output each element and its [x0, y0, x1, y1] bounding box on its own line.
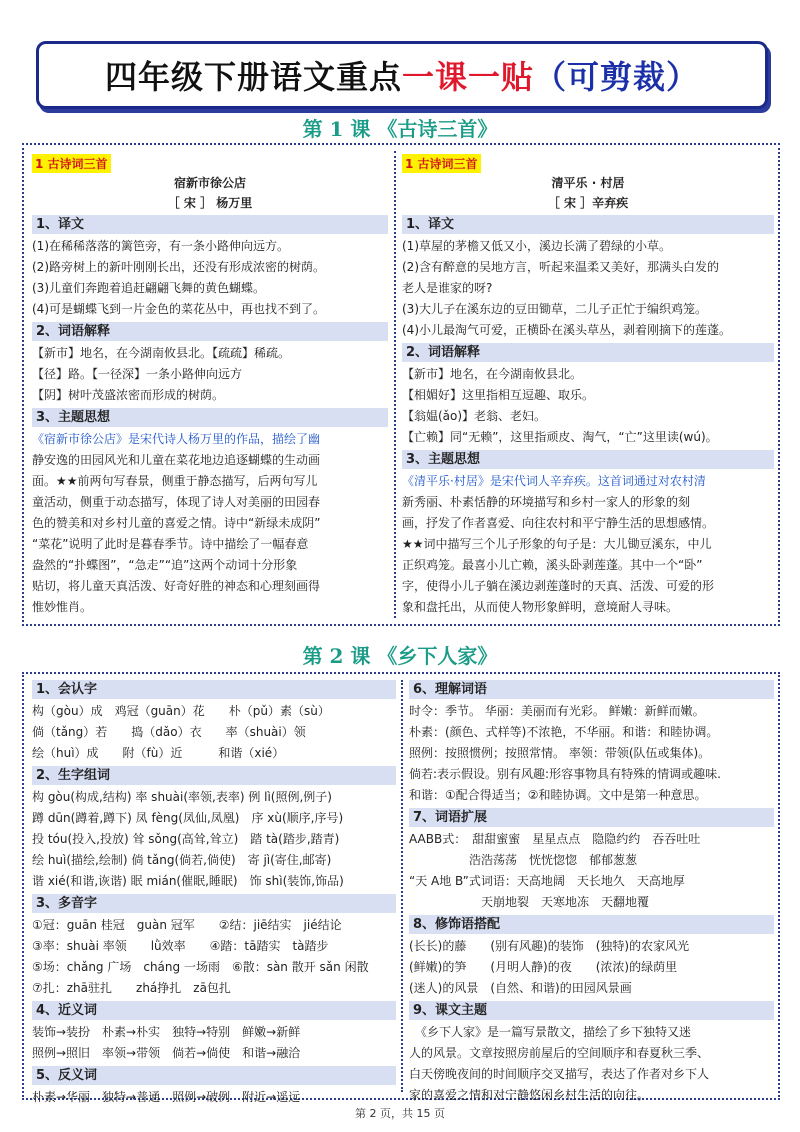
lesson1-box [22, 143, 780, 626]
text-line: “菜花”说明了此时是暮春季节。诗中描绘了一幅春意 [32, 537, 309, 551]
text-line: 家的喜爱之情和对宁静悠闲乡村生活的向往。 [409, 1088, 650, 1102]
text-line: (迷人)的风景 (自然、和谐)的田园风景画 [409, 981, 632, 995]
text-line: (鲜嫩)的笋 (月明人静)的夜 (浓浓)的绿荫里 [409, 960, 678, 974]
column-divider [394, 151, 396, 618]
section-header: 7、词语扩展 [409, 808, 774, 827]
section-header: 8、修饰语搭配 [409, 915, 774, 934]
section-header: 6、理解词语 [409, 680, 774, 699]
title-highlight: 一课一贴 [401, 58, 534, 96]
text-line: 《宿新市徐公店》是宋代诗人杨万里的作品，描绘了幽 [32, 432, 321, 446]
lesson2-heading: 第 2 课 《乡下人家》 [302, 644, 498, 668]
section-header: 1、译文 [402, 215, 774, 234]
section-header: 1、会认字 [32, 680, 396, 699]
text-line: 和谐：①配合得适当；②和睦协调。文中是第一种意思。 [409, 788, 707, 802]
text-line: 照例：按照惯例；按照常情。 率领：带领(队伍或集体)。 [409, 746, 711, 760]
text-line: 白天傍晚夜间的时间顺序交叉描写，表达了作者对乡下人 [409, 1067, 710, 1081]
text-line: 盎然的“扑蝶图”，“急走”“追”这两个动词十分形象 [32, 558, 298, 572]
text-line: 字，使得小儿子躺在溪边剥莲蓬时的天真、活泼、可爱的形 [402, 579, 715, 593]
text-line: 老人是谁家的呀? [402, 281, 493, 295]
text-line: (2)含有醉意的吴地方言，听起来温柔又美好，那满头白发的 [402, 260, 720, 274]
section-header: 4、近义词 [32, 1001, 396, 1020]
text-line: 倘（tǎng）若 捣（dǎo）衣 率（shuài）领 [32, 725, 306, 739]
text-line: ⑤场：chǎng 广场 cháng 一场雨 ⑥散：sàn 散开 sǎn 闲散 [32, 960, 369, 974]
text-line: (2)路旁树上的新叶刚刚长出，还没有形成浓密的树荫。 [32, 260, 326, 274]
section-header: 1、译文 [32, 215, 388, 234]
section-header: 9、课文主题 [409, 1001, 774, 1020]
lesson1-right [402, 145, 774, 624]
section-tag: 1 古诗词三首 [32, 154, 111, 173]
text-line: (4)小儿最淘气可爱，正横卧在溪头草丛，剥着刚摘下的莲蓬。 [402, 323, 732, 337]
poem-author: ［ 宋 ］ 杨万里 [167, 196, 253, 210]
text-line: 浩浩荡荡 恍恍惚惚 郁郁葱葱 [409, 853, 638, 867]
text-line: 蹲 dūn(蹲着,蹲下) 凤 fèng(凤仙,凤凰) 序 xù(顺序,序号) [32, 811, 344, 825]
poem-title: 清平乐 · 村居 [551, 176, 625, 190]
text-line: ⑦扎：zhā驻扎 zhá挣扎 zā包扎 [32, 981, 231, 995]
text-line: 象和盘托出，从而使人物形象鲜明，意境耐人寻味。 [402, 600, 679, 614]
text-line: 新秀丽、朴素恬静的环境描写和乡村一家人的形象的刻 [402, 495, 691, 509]
text-line: 照例→照旧 率领→带领 倘若→倘使 和谐→融洽 [32, 1046, 301, 1060]
text-line: 人的风景。文章按照房前屋后的空间顺序和春夏秋三季、 [409, 1046, 710, 1060]
text-line: 构 gòu(构成,结构) 率 shuài(率领,表率) 例 lì(照例,例子) [32, 790, 332, 804]
text-line: “天 A地 B”式词语：天高地阔 天长地久 天高地厚 [409, 874, 685, 888]
text-line: 面。★★前两句写春景，侧重于静态描写，后两句写儿 [32, 474, 318, 488]
text-line: (3)儿童们奔跑着追赶翩翩飞舞的黄色蝴蝶。 [32, 281, 265, 295]
text-line: 【相媚好】这里指相互逗趣、取乐。 [402, 388, 595, 402]
text-line: ①冠：guān 桂冠 guàn 冠军 ②结：jiē结实 jié结论 [32, 918, 342, 932]
text-line: 绘（huì）成 附（fù）近 和谐（xié） [32, 746, 285, 760]
text-line: (3)大儿子在溪东边的豆田锄草，二儿子正忙于编织鸡笼。 [402, 302, 708, 316]
poem-author: ［ 宋 ］辛弃疾 [547, 196, 629, 210]
section-header: 3、主题思想 [32, 408, 388, 427]
text-line: 时令：季节。 华丽：美丽而有光彩。 鲜嫩：新鲜而嫩。 [409, 704, 705, 718]
text-line: 正织鸡笼。最喜小儿亡赖，溪头卧剥莲蓬。其中一个“卧” [402, 558, 703, 572]
text-line: AABB式： 甜甜蜜蜜 星星点点 隐隐约约 吞吞吐吐 [409, 832, 701, 846]
text-line: 画，抒发了作者喜爱、向往农村和平宁静生活的思想感情。 [402, 516, 715, 530]
text-line: 投 tóu(投入,投放) 耸 sǒng(高耸,耸立) 踏 tà(踏步,踏青) [32, 832, 340, 846]
text-line: 天崩地裂 天寒地冻 天翻地覆 [409, 895, 650, 909]
lesson2-left [32, 674, 396, 1104]
page-footer: 第 2 页，共 15 页 [355, 1107, 445, 1120]
section-header: 2、词语解释 [32, 322, 388, 341]
text-line: (1)草屋的茅檐又低又小，溪边长满了碧绿的小草。 [402, 239, 671, 253]
text-line: 童活动，侧重于动态描写，体现了诗人对美丽的田园春 [32, 495, 321, 509]
lesson2-right [409, 674, 774, 1102]
poem-title: 宿新市徐公店 [173, 176, 246, 190]
title-main: 四年级下册语文重点 [104, 58, 402, 96]
lesson1-left [32, 145, 388, 624]
title-banner [36, 41, 768, 109]
text-line: (4)可是蝴蝶飞到一片金色的菜花丛中，再也找不到了。 [32, 302, 326, 316]
text-line: 【新市】地名，在今湖南攸县北。 [402, 367, 583, 381]
text-line: 《乡下人家》是一篇写景散文，描绘了乡下独特又迷 [409, 1025, 692, 1039]
text-line: 装饰→装扮 朴素→朴实 独特→特别 鲜嫩→新鲜 [32, 1025, 301, 1039]
text-line: 静安逸的田园风光和儿童在菜花地边追逐蝴蝶的生动画 [32, 453, 321, 467]
section-header: 2、生字组词 [32, 766, 396, 785]
text-line: 绘 huì(描绘,绘制) 倘 tǎng(倘若,倘使) 寄 jì(寄住,邮寄) [32, 853, 332, 867]
text-line: (1)在稀稀落落的篱笆旁，有一条小路伸向远方。 [32, 239, 289, 253]
text-line: 【亡赖】同“无赖”，这里指顽皮、淘气，“亡”这里读(wú)。 [402, 430, 718, 444]
lesson2-box [22, 672, 780, 1104]
text-line: 【翁媪(ǎo)】老翁、老妇。 [402, 409, 547, 423]
text-line: 《清平乐·村居》是宋代词人辛弃疾。这首词通过对农村清 [402, 474, 706, 488]
lesson1-heading: 第 1 课 《古诗三首》 [302, 117, 498, 141]
section-header: 3、多音字 [32, 894, 396, 913]
text-line: ③率：shuài 率领 lǜ效率 ④踏：tā踏实 tà踏步 [32, 939, 329, 953]
text-line: 朴素→华丽 独特→普通 照例→破例 附近→遥远 [32, 1090, 301, 1104]
text-line: 色的赞美和对乡村儿童的喜爱之情。诗中“新绿未成阴” [32, 516, 321, 530]
text-line: 朴素：(颜色、式样等)不浓艳，不华丽。和谐：和睦协调。 [409, 725, 719, 739]
text-line: ★★词中描写三个儿子形象的句子是：大儿锄豆溪东，中儿 [402, 537, 712, 551]
text-line: 【新市】地名，在今湖南攸县北。【疏疏】稀疏。 [32, 346, 291, 360]
title-note: （可剪裁） [534, 58, 700, 96]
text-line: (长长)的藤 (别有风趣)的装饰 (独特)的农家风光 [409, 939, 690, 953]
text-line: 惟妙惟肖。 [32, 600, 93, 614]
text-line: 构（gòu）成 鸡冠（guān）花 朴（pǔ）素（sù） [32, 704, 330, 718]
section-header: 3、主题思想 [402, 450, 774, 469]
section-header: 5、反义词 [32, 1066, 396, 1085]
text-line: 贴切，将儿童天真活泼、好奇好胜的神态和心理刻画得 [32, 579, 321, 593]
text-line: 【阴】树叶茂盛浓密而形成的树荫。 [32, 388, 225, 402]
text-line: 谐 xié(和谐,诙谐) 眠 mián(催眠,睡眠) 饰 shì(装饰,饰品) [32, 874, 344, 888]
section-header: 2、词语解释 [402, 343, 774, 362]
text-line: 倘若:表示假设。别有风趣:形容事物具有特殊的情调或趣味. [409, 767, 721, 781]
section-tag: 1 古诗词三首 [402, 154, 481, 173]
text-line: 【径】路。【一径深】一条小路伸向远方 [32, 367, 243, 381]
column-divider [401, 680, 403, 1092]
